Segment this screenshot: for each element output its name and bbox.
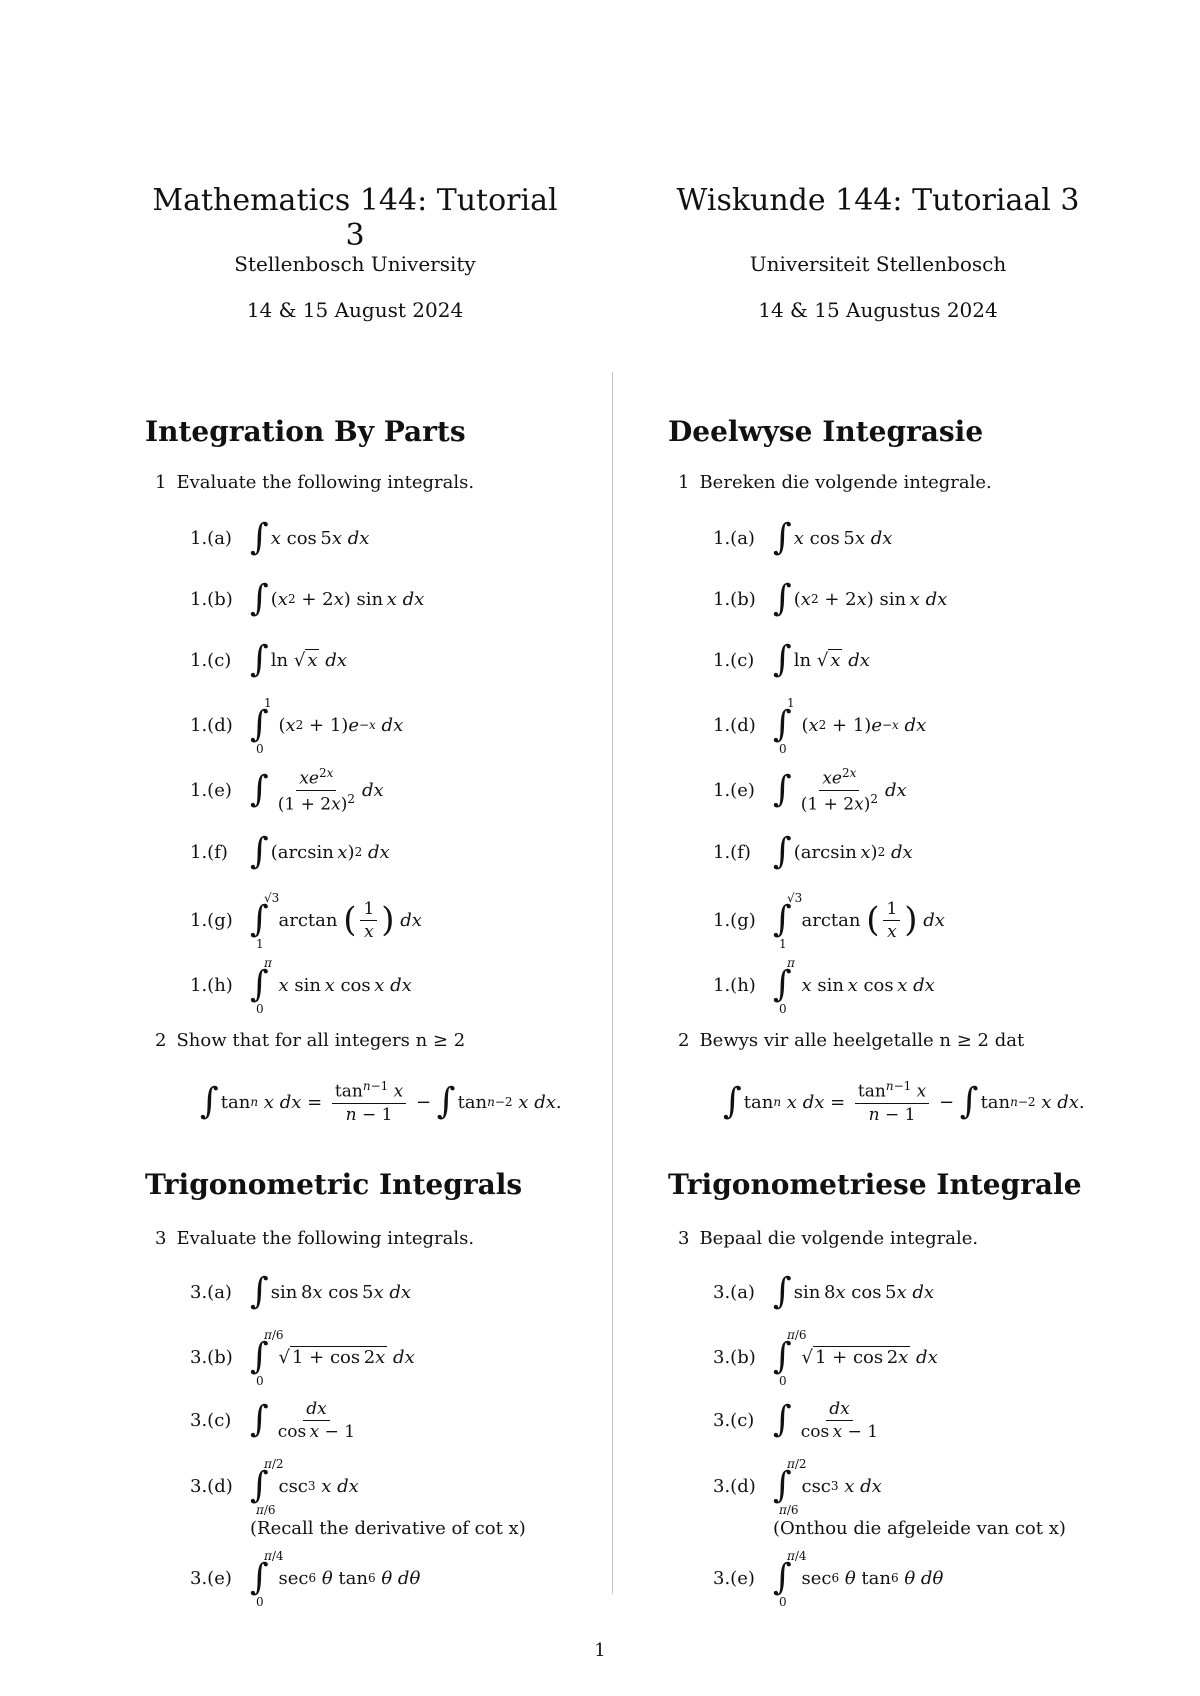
problem-1g-af: 1.(g) ∫ √3 1 arctan ( $\frac{1}{x}$ ) dx (713, 891, 945, 951)
question-1-text: 1 Evaluate the following integrals. (155, 472, 475, 493)
university-name-af: Universiteit Stellenbosch (749, 252, 1007, 276)
problem-1f: 1.(f) ∫ (arcsin x ) 2 dx (190, 831, 390, 872)
university-name: Stellenbosch University (234, 252, 476, 276)
page-number: 1 (594, 1640, 606, 1661)
problem-1a: 1.(a) ∫ x cos 5 x dx (190, 517, 370, 558)
section-title-trigonometriese-integrale: Trigonometriese Integrale (668, 1168, 1082, 1201)
question-3-text: 3 Evaluate the following integrals. (155, 1228, 475, 1249)
section-title-trigonometric-integrals: Trigonometric Integrals (145, 1168, 523, 1201)
problem-1d-af: 1.(d) ∫ 1 0 ( x 2 + 1) e −x dx (713, 696, 927, 756)
problem-3b-af: 3.(b) ∫ π/6 0 √ 1 + cos 2x dx (713, 1328, 938, 1388)
problem-3d-af: 3.(d) ∫ π/2 π/6 csc 3 x dx (713, 1457, 882, 1517)
problem-1e: 1.(e) ∫ $\frac{xe^{2x}}{(1 + 2x)^2}$ dx (190, 765, 384, 815)
page-title: Mathematics 144: Tutorial 3 (152, 183, 558, 253)
problem-3b: 3.(b) ∫ π/6 0 √ 1 + cos 2x dx (190, 1328, 415, 1388)
question-3-text-af: 3 Bepaal die volgende integrale. (678, 1228, 979, 1249)
problem-3e-af: 3.(e) ∫ π/4 0 sec 6 θ tan 6 θ dθ (713, 1549, 944, 1609)
tutorial-date: 14 & 15 August 2024 (246, 298, 464, 322)
hint-3d-af: (Onthou die afgeleide van cot x) (773, 1518, 1066, 1539)
problem-1c-af: 1.(c) ∫ ln √ x dx (713, 639, 870, 680)
problem-1b-af: 1.(b) ∫ ( x 2 + 2 x ) sin x dx (713, 578, 948, 619)
problem-1h: 1.(h) ∫ π 0 x sin x cos x dx (190, 956, 412, 1016)
column-divider (612, 372, 613, 1594)
reduction-formula: ∫ tan n x dx = $\frac{\tan^{n-1} x}{n - 1}$ − ∫ tan n−2 x dx . (200, 1079, 562, 1125)
problem-1h-af: 1.(h) ∫ π 0 x sin x cos x dx (713, 956, 935, 1016)
problem-3c-af: 3.(c) ∫ $\frac{dx}{\text{cos x − 1}}$ (713, 1398, 879, 1442)
problem-1f-af: 1.(f) ∫ (arcsin x ) 2 dx (713, 831, 913, 872)
question-2-text: 2 Show that for all integers n ≥ 2 (155, 1030, 466, 1051)
problem-3a: 3.(a) ∫ sin 8 x cos 5 x dx (190, 1271, 412, 1312)
section-title-integration-by-parts: Integration By Parts (145, 415, 466, 448)
problem-3a-af: 3.(a) ∫ sin 8 x cos 5 x dx (713, 1271, 935, 1312)
tutorial-date-af: 14 & 15 Augustus 2024 (758, 298, 998, 322)
problem-3c: 3.(c) ∫ $\frac{dx}{\text{cos x − 1}}$ (190, 1398, 356, 1442)
problem-1g: 1.(g) ∫ √3 1 arctan ( $\frac{1}{x}$ ) dx (190, 891, 422, 951)
problem-1e-af: 1.(e) ∫ $\frac{xe^{2x}}{(1 + 2x)^2}$ dx (713, 765, 907, 815)
question-1-text-af: 1 Bereken die volgende integrale. (678, 472, 992, 493)
problem-1b: 1.(b) ∫ ( x 2 + 2 x ) sin x dx (190, 578, 425, 619)
problem-1c: 1.(c) ∫ ln √ x dx (190, 639, 347, 680)
section-title-deelwyse-integrasie: Deelwyse Integrasie (668, 415, 984, 448)
question-2-text-af: 2 Bewys vir alle heelgetalle n ≥ 2 dat (678, 1030, 1025, 1051)
hint-3d: (Recall the derivative of cot x) (250, 1518, 526, 1539)
problem-1d: 1.(d) ∫ 1 0 ( x 2 + 1) e −x dx (190, 696, 404, 756)
reduction-formula-af: ∫ tan n x dx = $\frac{\tan^{n-1} x}{n - 1}$ − ∫ tan n−2 x dx . (723, 1079, 1085, 1125)
problem-3e: 3.(e) ∫ π/4 0 sec 6 θ tan 6 θ dθ (190, 1549, 421, 1609)
problem-1a-af: 1.(a) ∫ x cos 5 x dx (713, 517, 893, 558)
page-title-af: Wiskunde 144: Tutoriaal 3 (676, 183, 1080, 218)
problem-3d: 3.(d) ∫ π/2 π/6 csc 3 x dx (190, 1457, 359, 1517)
